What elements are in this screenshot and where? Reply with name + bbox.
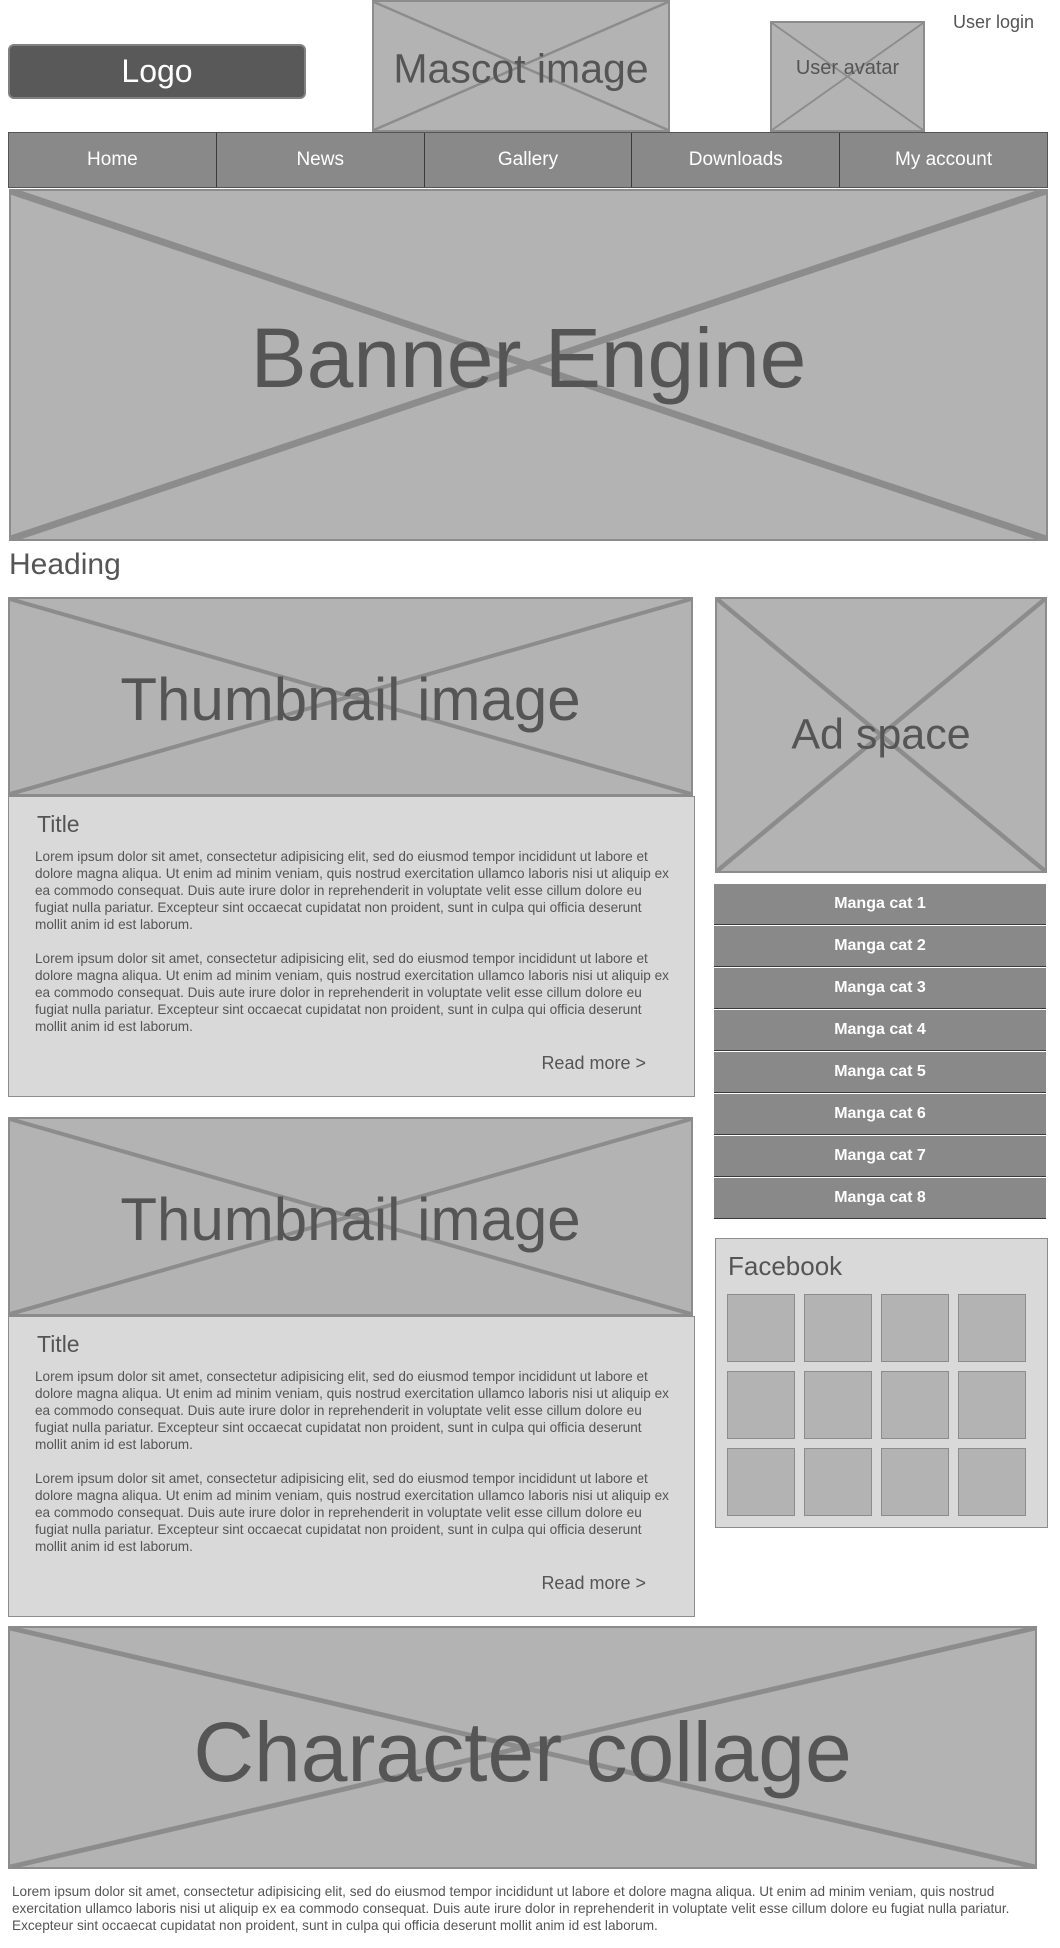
- character-collage[interactable]: [8, 1626, 1037, 1869]
- page-heading: Heading: [9, 548, 121, 581]
- nav-item-downloads[interactable]: Downloads: [632, 133, 840, 187]
- facebook-friend-avatar[interactable]: [881, 1371, 949, 1439]
- banner-engine-label: Banner Engine: [250, 311, 807, 406]
- manga-category-menu: [714, 884, 1046, 1220]
- manga-category-item[interactable]: Manga cat 7: [714, 1136, 1046, 1177]
- nav-item-home[interactable]: Home: [9, 133, 217, 187]
- facebook-widget: [715, 1238, 1048, 1528]
- article-paragraph: Lorem ipsum dolor sit amet, consectetur adipisicing elit, sed do eiusmod tempor incididunt ut labore et dolore magna aliqua. Ut enim ad minim veniam, quis nostrud exercitation ullamco laboris nisi ut aliquip ex ea commodo consequat. Duis aute irure dolor in reprehenderit in voluptate velit esse cillum dolore eu fugiat nulla pariatur. Excepteur sint occaecat cupidatat non proident, sunt in culpa qui officia deserunt mollit anim id est laborum.: [35, 1471, 669, 1554]
- facebook-friend-avatar[interactable]: [727, 1448, 795, 1516]
- character-collage-label: Character collage: [193, 1705, 852, 1800]
- user-avatar[interactable]: [770, 21, 925, 132]
- manga-category-item[interactable]: Manga cat 5: [714, 1052, 1046, 1093]
- ad-space-label: Ad space: [791, 710, 971, 759]
- article-body: [8, 796, 695, 1097]
- article-paragraph: Lorem ipsum dolor sit amet, consectetur adipisicing elit, sed do eiusmod tempor incididunt ut labore et dolore magna aliqua. Ut enim ad minim veniam, quis nostrud exercitation ullamco laboris nisi ut aliquip ex ea commodo consequat. Duis aute irure dolor in reprehenderit in voluptate velit esse cillum dolore eu fugiat nulla pariatur. Excepteur sint occaecat cupidatat non proident, sunt in culpa qui officia deserunt mollit anim id est laborum.: [35, 951, 669, 1034]
- article-thumbnail-label: Thumbnail image: [120, 1186, 581, 1254]
- mascot-image-label: Mascot image: [393, 45, 649, 92]
- article-thumbnail[interactable]: [8, 597, 693, 796]
- user-avatar-label: User avatar: [795, 56, 900, 79]
- article-paragraph: Lorem ipsum dolor sit amet, consectetur adipisicing elit, sed do eiusmod tempor incididunt ut labore et dolore magna aliqua. Ut enim ad minim veniam, quis nostrud exercitation ullamco laboris nisi ut aliquip ex ea commodo consequat. Duis aute irure dolor in reprehenderit in voluptate velit esse cillum dolore eu fugiat nulla pariatur. Excepteur sint occaecat cupidatat non proident, sunt in culpa qui officia deserunt mollit anim id est laborum.: [35, 1369, 669, 1452]
- nav-item-gallery[interactable]: Gallery: [425, 133, 633, 187]
- read-more-link[interactable]: Read more >: [541, 1573, 646, 1593]
- facebook-friend-avatar[interactable]: [958, 1448, 1026, 1516]
- facebook-friend-grid: [727, 1294, 1026, 1516]
- facebook-friend-avatar[interactable]: [958, 1294, 1026, 1362]
- article-title[interactable]: Title: [37, 811, 80, 837]
- article-title[interactable]: Title: [37, 1331, 80, 1357]
- nav-item-my-account[interactable]: My account: [895, 149, 993, 170]
- article-paragraph: Lorem ipsum dolor sit amet, consectetur adipisicing elit, sed do eiusmod tempor incididunt ut labore et dolore magna aliqua. Ut enim ad minim veniam, quis nostrud exercitation ullamco laboris nisi ut aliquip ex ea commodo consequat. Duis aute irure dolor in reprehenderit in voluptate velit esse cillum dolore eu fugiat nulla pariatur. Excepteur sint occaecat cupidatat non proident, sunt in culpa qui officia deserunt mollit anim id est laborum.: [35, 849, 669, 932]
- facebook-friend-avatar[interactable]: [881, 1294, 949, 1362]
- banner-engine[interactable]: [9, 189, 1048, 541]
- mascot-image: [372, 0, 670, 132]
- manga-category-item[interactable]: Manga cat 2: [714, 926, 1046, 967]
- footer-text: Lorem ipsum dolor sit amet, consectetur adipisicing elit, sed do eiusmod tempor incididunt ut labore et dolore magna aliqua. Ut enim ad minim veniam, quis nostrud exercitation ullamco laboris nisi ut aliquip ex ea commodo consequat. Duis aute irure dolor in reprehenderit in voluptate velit esse cillum dolore eu fugiat nulla pariatur. Excepteur sint occaecat cupidatat non proident, sunt in culpa qui officia deserunt mollit anim id est laborum.: [12, 1884, 1010, 1933]
- manga-category-item[interactable]: Manga cat 8: [714, 1178, 1046, 1219]
- facebook-friend-avatar[interactable]: [727, 1371, 795, 1439]
- manga-category-item[interactable]: Manga cat 3: [714, 968, 1046, 1009]
- facebook-friend-avatar[interactable]: [881, 1448, 949, 1516]
- facebook-friend-avatar[interactable]: [804, 1371, 872, 1439]
- facebook-friend-avatar[interactable]: [727, 1294, 795, 1362]
- facebook-friend-avatar[interactable]: [804, 1294, 872, 1362]
- facebook-title: Facebook: [728, 1251, 843, 1281]
- article-thumbnail[interactable]: [8, 1117, 693, 1316]
- manga-category-item[interactable]: Manga cat 4: [714, 1010, 1046, 1051]
- manga-category-item[interactable]: Manga cat 6: [714, 1094, 1046, 1135]
- facebook-friend-avatar[interactable]: [804, 1448, 872, 1516]
- user-login-link[interactable]: User login: [952, 12, 1034, 32]
- facebook-friend-avatar[interactable]: [958, 1371, 1026, 1439]
- article-thumbnail-label: Thumbnail image: [120, 666, 581, 734]
- read-more-link[interactable]: Read more >: [541, 1053, 646, 1073]
- logo[interactable]: Logo: [8, 44, 306, 99]
- nav-item-news[interactable]: News: [217, 133, 425, 187]
- manga-category-item[interactable]: Manga cat 1: [714, 884, 1046, 925]
- main-nav: [8, 132, 1048, 188]
- article-body: [8, 1316, 695, 1617]
- ad-space[interactable]: [715, 597, 1047, 873]
